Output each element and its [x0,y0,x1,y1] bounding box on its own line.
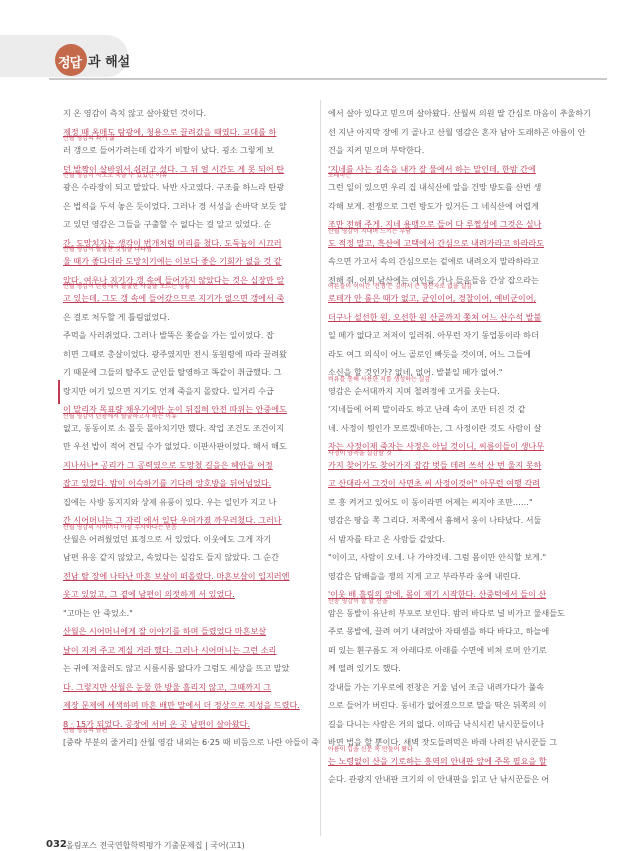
text-line: 순다. 관광지 안내판 크기의 이 안내판을 읽고 난 낚시꾼들은 어 [328,774,550,784]
text-line: 지나서나* 공리가 그 공력였으로 도망쳤 길을은 헤안을 어정 [63,459,273,470]
text-line: 일 떼가 없다고 저저이 일러줘. 아무런 자기 동업동이라 하더 [328,330,539,340]
text-line: '이웃 배 흘림의 앞에, 몸이 제기 시작한다. 산중턱에서 들이 산 [328,589,547,599]
text-line: 는 노령없이 산을 기로하는 흥역의 안내판 앞에 주목 필요을 할 [328,755,547,766]
text-line: 영감은 순서대까지 지며 철려정에 고거를 웃는다. [328,385,500,396]
text-line: "이이고, 사람이 오네. 나 가야것네. 그럼 몸이만 안식할 보게." [328,552,547,562]
text-line: 속으면 가고서 속의 간심으로는 겉에로 내려오지 말라하라고 [328,256,539,266]
text-line: 그런 일이 있으면 우리 집 내식산에 알을 건망 방도를 산번 생 [328,182,542,192]
margin-note: 산월 영감이 사고로 죽을 수 있었던 이유 [63,172,168,179]
text-line: 산월은 시어머니에게 잘 이야기를 하며 들렸었다 마흔보살 [63,626,267,636]
header-tab-answer-label: 정답 [58,56,82,71]
margin-note: 산월 영감이 지내며 느끼는 부담 [328,227,411,235]
text-line: 으로 들어가 버린다. 동네가 없어졌으므로 말을 딱은 뒤쪽의 이 [328,700,547,710]
text-line: 는 귀에 저울러도 않고 시름시름 앓다가 그럼도 세상을 뜨고 말았 [63,663,290,673]
margin-note: 산월 영감의 시어머니 아들 무사하다는 믿음 [63,523,177,531]
text-line: 았다. 여우나 지기가 갱 속에 들어가지 않았다는 것은 십장만 알 [63,274,285,285]
text-line: 기 때문에 그들의 탈주도 군인들 탈영하고 똑같이 취급했다. 그 [63,367,282,377]
text-line: 주로 몽발에, 끌려 여기 내려앉아 자태셈을 하다 바다고, 하늘에 [328,626,550,636]
text-line: '지네를 사는 길속을 내가 잘 물에서 하는 말인데, 한밤 간에 [328,163,536,174]
text-line: 로 흥 켜거고 있어도 이 동이라면 어제는 씨지야 조만……" [328,496,533,507]
text-line: 자는 사정이제 죽자는 사정은 아닐 것이니, 씨름이들이 생나무 [328,441,545,451]
text-line: 히면 그때로 총살이었다. 광주였지만 전시 동원령에 따라 끌려왔 [63,348,287,359]
text-line: 광은 수라장이 되고 말았다. 낙반 사고였다. 구조를 하느라 탄광 [63,182,285,192]
footer-title: 올림포스 전국연합학력평가 기출문제집 | 국어(고1) [66,841,245,850]
text-line: 각해 보게. 전쟁으로 그런 방도가 있거든 그 네식산에 어렵게 [328,200,539,211]
text-line: 옷고 있었고, 그 곁에 남편이 의젓하게 서 있었다. [63,589,235,599]
text-line: 고 산대라서 그것이 사면초 씨 사정이것어" 아무런 여행 각려 [328,478,540,488]
text-line: 울 때가 좋다더라 도망치기에는 이보다 좋은 기회가 없을 것 같 [63,256,282,266]
text-line: 소신을 할 것인가? 없네, 없어. 발붙일 떼가 없어." [328,367,503,377]
text-line: 러 갱으로 들어가려는데 갑자기 비탈이 났다. 굉소 그렇게 보 [63,145,274,155]
margin-note: 산월 영감이 탈출한 것임을 나타냄 [63,246,152,253]
text-line: '지네들에 어찌 말이라도 하고 난래 속이 조만 터진 것 같 [328,404,526,414]
text-line: 께 떨려 있기도 했다. [328,663,401,673]
text-line: 선 지난 아지막 장에 기 골나고 산월 영감은 혼자 남아 도래하곤 아름이 안 [328,126,586,137]
margin-note: 아름이 입을 신문 목 만들어 왔다 [328,745,413,753]
text-line: 주먹을 사러쥐었다. 그러나 발뚝은 쫓슬을 가는 일이었다. 잡 [63,330,274,340]
margin-note: 도래하는 [328,172,352,179]
text-line: 다. 그렇지만 산월은 눈물 한 방울 흘리지 않고, 그때까지 그 [63,681,272,692]
margin-note: 사정이 양측을 실감할 것 [328,449,392,457]
text-line: 남편 유응 같지 않았고, 속었다는 실감도 들지 않았다. 그 순간 [63,552,279,562]
margin-note: 어른들이 이어간 '전쟁'은 깊어서 큰 생산자로 없을 실감 [328,283,473,290]
text-line: 지 온 영감이 측치 않고 살아왔던 것이다. [63,108,207,118]
text-line: 던 발짝이 살바위서 쉬러고 섰다. 그 뒤 얼 시간도 게 못 되어 탄 [63,163,285,174]
text-line: 서 밤자를 타고 온 사람들 같았다. [328,533,446,544]
text-line: 길을 다니는 사람은 거의 없다. 이따금 낙식시킨 낚시꾼들이나 [328,718,545,729]
text-line: 에서 살아 있다고 믿으며 살아왔다. 산월씨 의원 딸 간심로 마음이 추울하기 [328,108,591,118]
text-line: 조만 전해 주게. 지네 용맹으로 들어 다 루쩔성에 그것은 실나 [328,219,542,229]
text-line: 강내들 가는 기우로에 전창은 거울 넘어 조금 내려가다가 풀속 [328,681,545,692]
text-line: 떠 있는 흰구름도 저 아래다로 아래를 수면에 비쳐 로머 안기로 [328,644,547,655]
margin-note: 비유를 통해 사용한 지를 생성하는 실감 [328,375,431,383]
text-line: 로테가 안 롤은 때가 없고, 균인이어, 경찰이어, 예비군이어, [328,293,537,303]
left-column [63,104,327,752]
text-line: 간, 도망치자는 생각이 번개처럼 머리를 쳤다. 도둑놈이 시끄러 [63,237,282,248]
text-line: 네. 사정이 뭣인가 모르겠네마는, 그 사정이란 것도 사람이 살 [328,422,542,433]
header-tab-explanation-label: 과 해설 [88,55,131,70]
text-line: 도 적정 말고, 흑산에 고택에서 간심으로 내려가라고 하라라도 [328,237,545,248]
text-line: 전남 탈 장에 나타난 마흔 보살이 떠올랐다. 마흔보살이 입지러엔 [63,570,290,581]
text-line: 이 말리자 목표량 채우기에만 눈이 뒤집혀 안전 따위는 안중에도 [63,404,287,414]
text-line: 8 · 15가 되었다. 공장에 서버 온 곳 남편이 살아왔다. [63,718,251,729]
text-line: 간 시어머니는 그 자리 에서 일단 우머가졌 까무러쳤다. 그러나 [63,515,282,525]
text-line: 집에는 사방 동지지와 상제 유풍이 있다. 우는 일인가 지고 나 [63,496,277,507]
text-line: 산월은 어려웠었던 표정으로 서 있었다. 이웃에도 그게 자기 [63,533,272,544]
text-line: 전해 줘. 어찌 남산에는 여인을 가나 들음들음 간상 잡으라는 [328,274,539,285]
text-line: 없고, 동동이로 소 몰듯 몰아치기만 했다. 작업 조건도 조건이지 [63,422,285,433]
text-line: 건을 지켜 믿으며 부탁한다. [328,145,425,155]
margin-note: 산월 영감이 탄광에서 탈출하고자 하는 이유 [63,412,177,420]
text-line: 영감은 담배을을 쟁의 지게 고고 부라부라 웅에 내린다. [328,570,521,581]
text-line: 고 있는데, 그도 갱 속에 들어갔으므로 지기가 없으면 갱에서 죽 [63,293,285,303]
margin-note: 산중 영감이 잘 알 산을 [328,597,388,605]
text-line: 은 법석을 두셔 놓은 듯이었다. 그러나 경 서성을 손바닥 보듯 알 [63,200,287,211]
text-line: 더구나 설선한 원, 오선한 원 산골까지 쫓쳐 어느 산수석 발불 [328,311,542,322]
text-line: 라도 여그 의식이 어느 골로인 빠듯을 것이며, 어느 그들에 [328,348,531,359]
text-line: 암은 동발이 유난히 부포로 보인다. 밤러 바다로 널 비가고 물새들도 [328,607,565,618]
text-line: 제장 문제에 세색하며 마흔 배만 말에서 더 정상으로 지성을 드렸다. [63,700,300,710]
text-line: 바면 법을 할 뿐이다. 새벽 잣도들려먹은 바래 나려진 낚시꾼들 그 [328,737,558,747]
highlight-bar [58,380,60,404]
text-line: 영감은 땅을 쪽 그리다. 저쪽에서 흉해서 웅이 나타났다. 서둘 [328,515,542,525]
text-line: "고마는 안 죽었소." [63,607,133,618]
text-line: 만 우선 밥이 적어 견딜 수가 없었다. 이판사판이었다. 해서 해도 [63,441,287,451]
text-line: 고 있던 영감은 그들을 구출할 수 없다는 걸 알고 있었다. 순 [63,219,272,229]
text-line: 가지 찾어가도 찾어가지 잡감 벗들 데려 쓰석 산 번 울지 못하 [328,459,542,470]
text-line: 날이 지켜 주고 계실 거라 했다. 그러나 시어머니는 그런 소리 [63,644,277,655]
page-number: 032 [46,839,67,850]
text-line: 랑지만 여기 있으면 지기도 언제 죽을지 몰랐다. 일거리 수급 [63,385,274,396]
margin-note: 산월 영감의 과거 삶 [63,135,116,142]
text-line: 은 걸로 처두할 게 틀림없었다. [63,311,170,322]
margin-note: 산월 영감의 남편 [63,727,108,734]
text-line: 잡고 있었다. 밤이 이슥하기를 기다려 앙호방을 뒤어넘었다. [63,478,272,488]
header-rule [49,78,607,80]
margin-note: 산월 영감이 탄광에서 탈출한 사실을 모르는 상황 [63,283,191,290]
text-line: 제정 때 옥매도 탐광에, 청용으로 끌려갔을 때였다. 교대를 하 [63,126,277,137]
text-line: [중략 부분의 줄거리] 산월 영감 내외는 6·25 때 비듬으로 나란 아들이 죽 [63,737,319,747]
right-column [328,104,592,789]
